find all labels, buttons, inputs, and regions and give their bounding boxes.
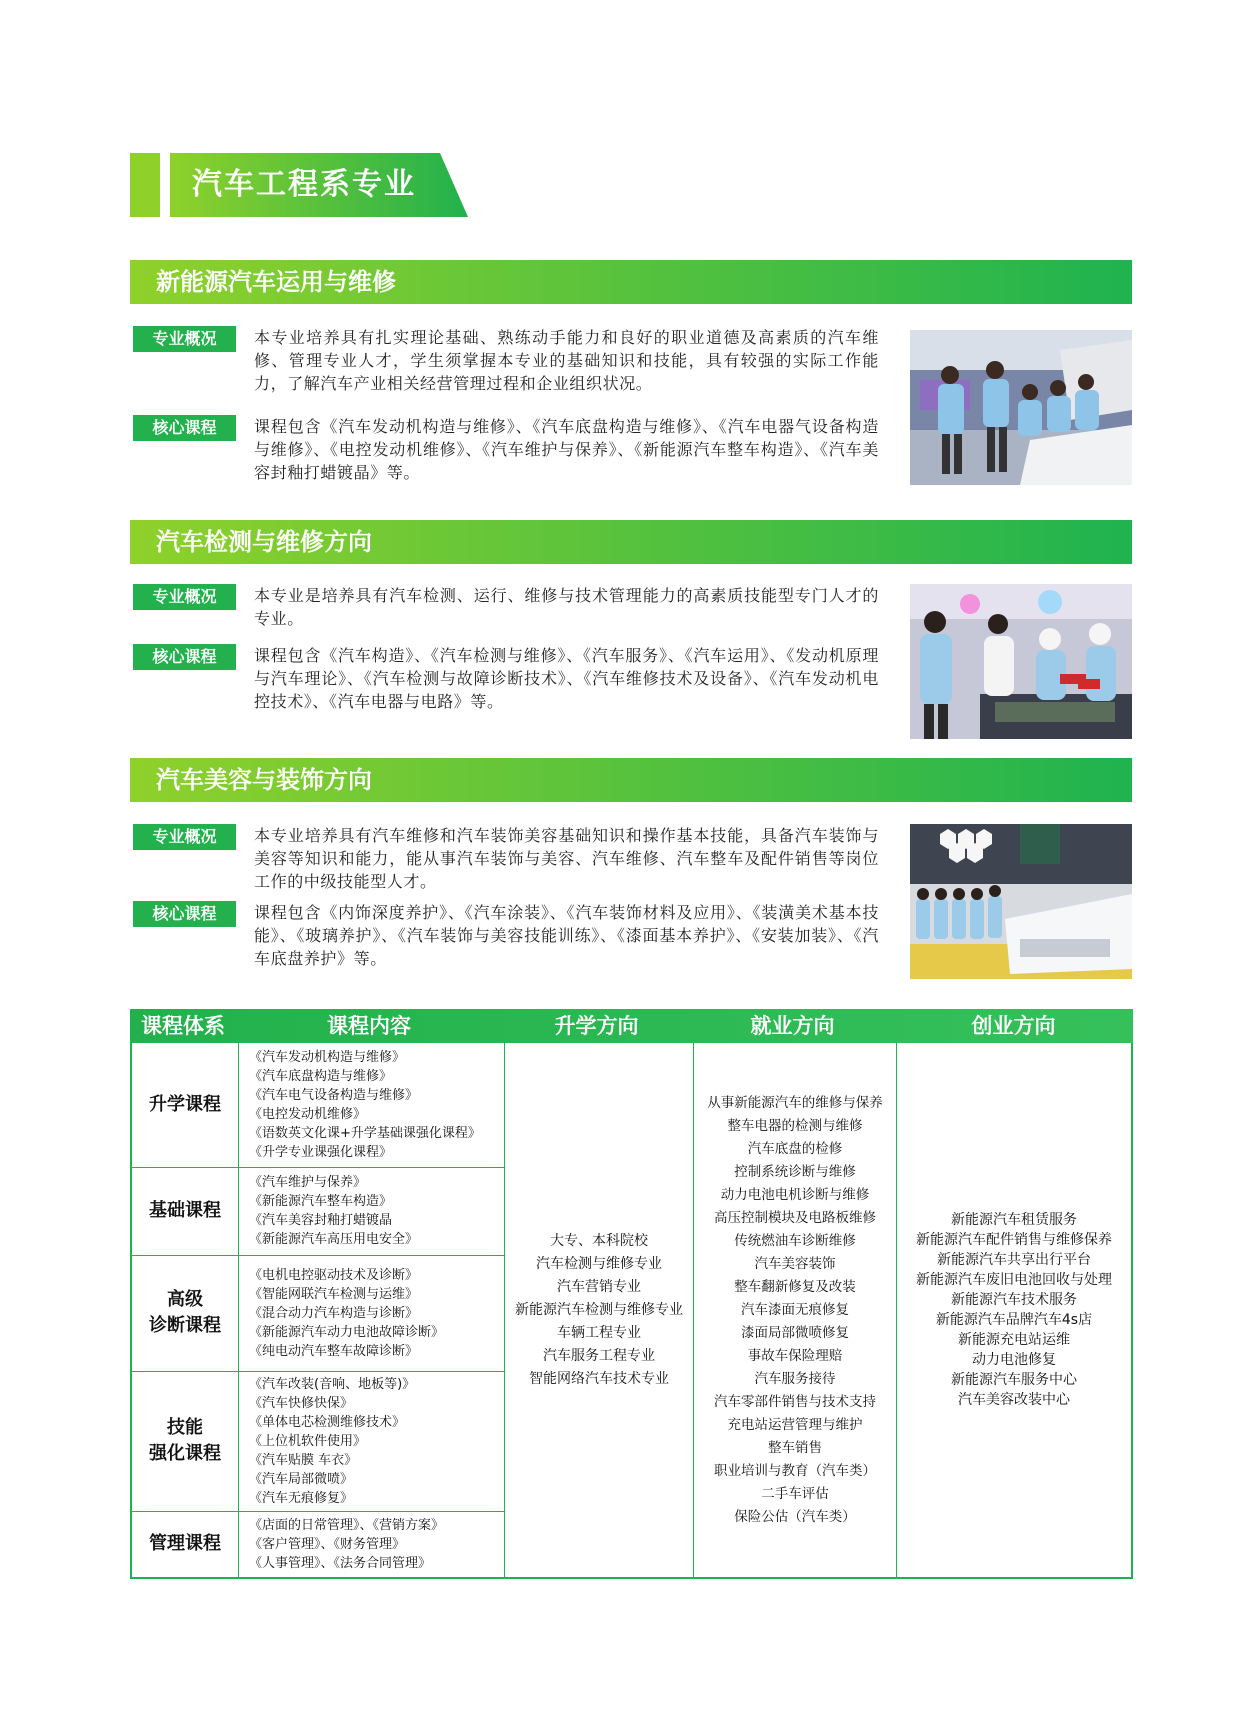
course-item: 《汽车无痕修复》 — [249, 1490, 354, 1506]
list-item: 汽车漆面无痕修复 — [741, 1301, 849, 1318]
course-item: 《客户管理》、《财务管理》 — [249, 1536, 406, 1552]
list-item: 从事新能源汽车的维修与保养 — [707, 1094, 883, 1111]
section-title: 汽车检测与维修方向 — [156, 528, 372, 556]
category-label: 技能 — [167, 1417, 203, 1438]
row-category-management — [132, 1511, 238, 1577]
divider — [238, 1043, 239, 1577]
list-item: 大专、本科院校 — [550, 1232, 648, 1249]
row-course-list — [249, 1255, 511, 1371]
list-item: 新能源汽车服务中心 — [951, 1372, 1077, 1388]
course-item: 《汽车电气设备构造与维修》 — [249, 1088, 419, 1103]
list-item: 汽车检测与维修专业 — [536, 1255, 662, 1272]
core-courses-tag: 核心课程 — [133, 901, 236, 927]
list-item: 整车电器的检测与维修 — [727, 1117, 863, 1134]
list-item: 新能源汽车检测与维修专业 — [515, 1301, 683, 1318]
list-item: 漆面局部微喷修复 — [741, 1324, 849, 1341]
title-accent-bar — [130, 153, 160, 217]
course-item: 《新能源汽车整车构造》 — [249, 1194, 393, 1209]
core-courses-tag: 核心课程 — [133, 415, 236, 441]
list-item: 新能源汽车技术服务 — [951, 1292, 1077, 1308]
page-title: 汽车工程系专业 — [192, 167, 416, 202]
page-title-banner — [130, 153, 468, 217]
curriculum-table — [130, 1009, 1133, 1579]
row-category-further-study-courses — [132, 1043, 238, 1167]
list-item: 汽车美容改装中心 — [958, 1392, 1070, 1408]
course-item: 《纯电动汽车整车故障诊断》 — [249, 1343, 419, 1359]
list-item: 职业培训与教育（汽车类） — [714, 1462, 876, 1479]
core-courses-text: 课程包含《汽车发动机构造与维修》、《汽车底盘构造与维修》、《汽车电器气设备构造与维修》、《电控发动机维修》、《汽车维护与保养》、《新能源汽车整车构造》、《汽车美容封釉打蜡镀晶》等。 — [254, 417, 879, 482]
photo-students-engine-repair — [910, 330, 1132, 485]
list-item: 高压控制模块及电路板维修 — [714, 1209, 876, 1226]
list-item: 新能源汽车废旧电池回收与处理 — [916, 1272, 1112, 1288]
list-item: 新能源汽车品牌汽车4s店 — [935, 1312, 1093, 1328]
row-course-list — [249, 1167, 511, 1255]
course-item: 《汽车改装(音响、地板等)》 — [249, 1376, 416, 1392]
list-item: 车辆工程专业 — [557, 1324, 641, 1341]
section-header-inspection — [130, 520, 1132, 564]
core-courses-text: 课程包含《内饰深度养护》、《汽车涂装》、《汽车装饰材料及应用》、《装潢美术基本技能》、《玻璃养护》、《汽车装饰与美容技能训练》、《漆面基本养护》、《安装加装》、《汽车底盘养护》等。 — [254, 903, 879, 968]
header-course-content: 课程内容 — [327, 1014, 411, 1038]
section-header-new-energy — [130, 260, 1132, 304]
list-item: 动力电池电机诊断与维修 — [720, 1186, 870, 1203]
row-course-list — [249, 1043, 511, 1167]
table-header — [130, 1009, 1133, 1043]
core-courses-text: 课程包含《汽车构造》、《汽车检测与维修》、《汽车服务》、《汽车运用》、《发动机原理与汽车理论》、《汽车检测与故障诊断技术》、《汽车维修技术及设备》、《汽车发动机电控技术》、《汽车电器与电路》等。 — [254, 646, 879, 711]
course-item: 《人事管理》、《法务合同管理》 — [249, 1555, 432, 1571]
course-item: 《单体电芯检测维修技术》 — [249, 1414, 406, 1430]
list-item: 汽车营销专业 — [557, 1278, 641, 1295]
course-item: 《店面的日常管理》、《营销方案》 — [249, 1517, 445, 1533]
course-item: 《汽车快修快保》 — [249, 1395, 354, 1411]
section-title: 新能源汽车运用与维修 — [156, 268, 396, 296]
course-item: 《汽车底盘构造与维修》 — [249, 1069, 393, 1084]
employment-list — [694, 1043, 896, 1577]
overview-text: 本专业是培养具有汽车检测、运行、维修与技术管理能力的高素质技能型专门人才的专业。 — [254, 586, 879, 628]
row-category-advanced-diagnosis — [132, 1255, 238, 1371]
list-item: 汽车美容装饰 — [754, 1255, 836, 1272]
header-further-study: 升学方向 — [554, 1014, 639, 1038]
list-item: 智能网络汽车技术专业 — [529, 1370, 669, 1387]
list-item: 汽车底盘的检修 — [747, 1140, 843, 1157]
row-category-basic-courses — [132, 1167, 238, 1255]
photo-car-washing — [910, 824, 1132, 979]
list-item: 传统燃油车诊断维修 — [734, 1232, 856, 1249]
list-item: 汽车服务工程专业 — [543, 1347, 655, 1364]
category-label: 高级 — [167, 1289, 203, 1310]
course-item: 《智能网联汽车检测与运维》 — [249, 1286, 419, 1302]
overview-tag: 专业概况 — [133, 584, 236, 610]
course-item: 《电机电控驱动技术及诊断》 — [249, 1267, 419, 1283]
course-item: 《电控发动机维修》 — [249, 1107, 367, 1122]
course-item: 《新能源汽车高压用电安全》 — [249, 1232, 419, 1247]
course-item: 《新能源汽车动力电池故障诊断》 — [249, 1324, 445, 1340]
category-label: 诊断课程 — [149, 1315, 221, 1336]
list-item: 控制系统诊断与维修 — [734, 1163, 856, 1180]
list-item: 整车翻新修复及改装 — [734, 1278, 856, 1295]
category-label: 管理课程 — [149, 1533, 221, 1554]
list-item: 事故车保险理赔 — [747, 1347, 843, 1364]
row-category-skill-intensive — [132, 1371, 238, 1511]
list-item: 整车销售 — [768, 1439, 822, 1456]
row-course-list — [249, 1371, 511, 1511]
header-course-system: 课程体系 — [141, 1014, 225, 1038]
course-item: 《语数英文化课+升学基础课强化课程》 — [249, 1126, 481, 1141]
list-item: 动力电池修复 — [972, 1352, 1056, 1368]
list-item: 充电站运营管理与维护 — [727, 1416, 863, 1433]
course-item: 《汽车维护与保养》 — [249, 1175, 367, 1190]
row-course-list — [249, 1511, 511, 1577]
section-title: 汽车美容与装饰方向 — [156, 766, 372, 794]
header-entrepreneurship: 创业方向 — [971, 1014, 1056, 1038]
header-employment: 就业方向 — [750, 1014, 835, 1038]
list-item: 二手车评估 — [761, 1485, 829, 1502]
list-item: 汽车服务接待 — [754, 1370, 836, 1387]
course-item: 《汽车美容封釉打蜡镀晶 — [249, 1213, 393, 1228]
list-item: 汽车零部件销售与技术支持 — [714, 1393, 876, 1410]
core-courses-tag: 核心课程 — [133, 644, 236, 670]
further-study-list — [505, 1043, 693, 1577]
overview-text: 本专业培养具有扎实理论基础、熟练动手能力和良好的职业道德及高素质的汽车维修、管理专业人才，学生须掌握本专业的基础知识和技能，具有较强的实际工作能力，了解汽车产业相关经营管理过程和企业组织状况。 — [254, 328, 879, 393]
photo-battery-inspection — [910, 584, 1132, 739]
list-item: 新能源汽车租赁服务 — [951, 1212, 1077, 1228]
category-label: 基础课程 — [149, 1200, 221, 1221]
entrepreneurship-list — [897, 1043, 1131, 1577]
course-item: 《混合动力汽车构造与诊断》 — [249, 1305, 419, 1321]
overview-tag: 专业概况 — [133, 326, 236, 352]
table-body — [130, 1043, 1133, 1579]
category-label: 升学课程 — [149, 1094, 221, 1115]
course-item: 《汽车发动机构造与维修》 — [249, 1050, 406, 1065]
course-item: 《上位机软件使用》 — [249, 1433, 367, 1449]
list-item: 新能源充电站运维 — [958, 1332, 1070, 1348]
section-header-detailing — [130, 758, 1132, 802]
overview-tag: 专业概况 — [133, 824, 236, 850]
category-label: 强化课程 — [149, 1443, 221, 1464]
overview-text: 本专业培养具有汽车维修和汽车装饰美容基础知识和操作基本技能，具备汽车装饰与美容等知识和能力，能从事汽车装饰与美容、汽车维修、汽车整车及配件销售等岗位工作的中级技能型人才。 — [254, 826, 879, 891]
list-item: 新能源汽车共享出行平台 — [937, 1252, 1091, 1268]
list-item: 新能源汽车配件销售与维修保养 — [916, 1232, 1112, 1248]
course-item: 《汽车贴膜 车衣》 — [249, 1452, 358, 1468]
course-item: 《汽车局部微喷》 — [249, 1471, 354, 1487]
list-item: 保险公估（汽车类） — [734, 1508, 856, 1525]
course-item: 《升学专业课强化课程》 — [249, 1145, 393, 1160]
